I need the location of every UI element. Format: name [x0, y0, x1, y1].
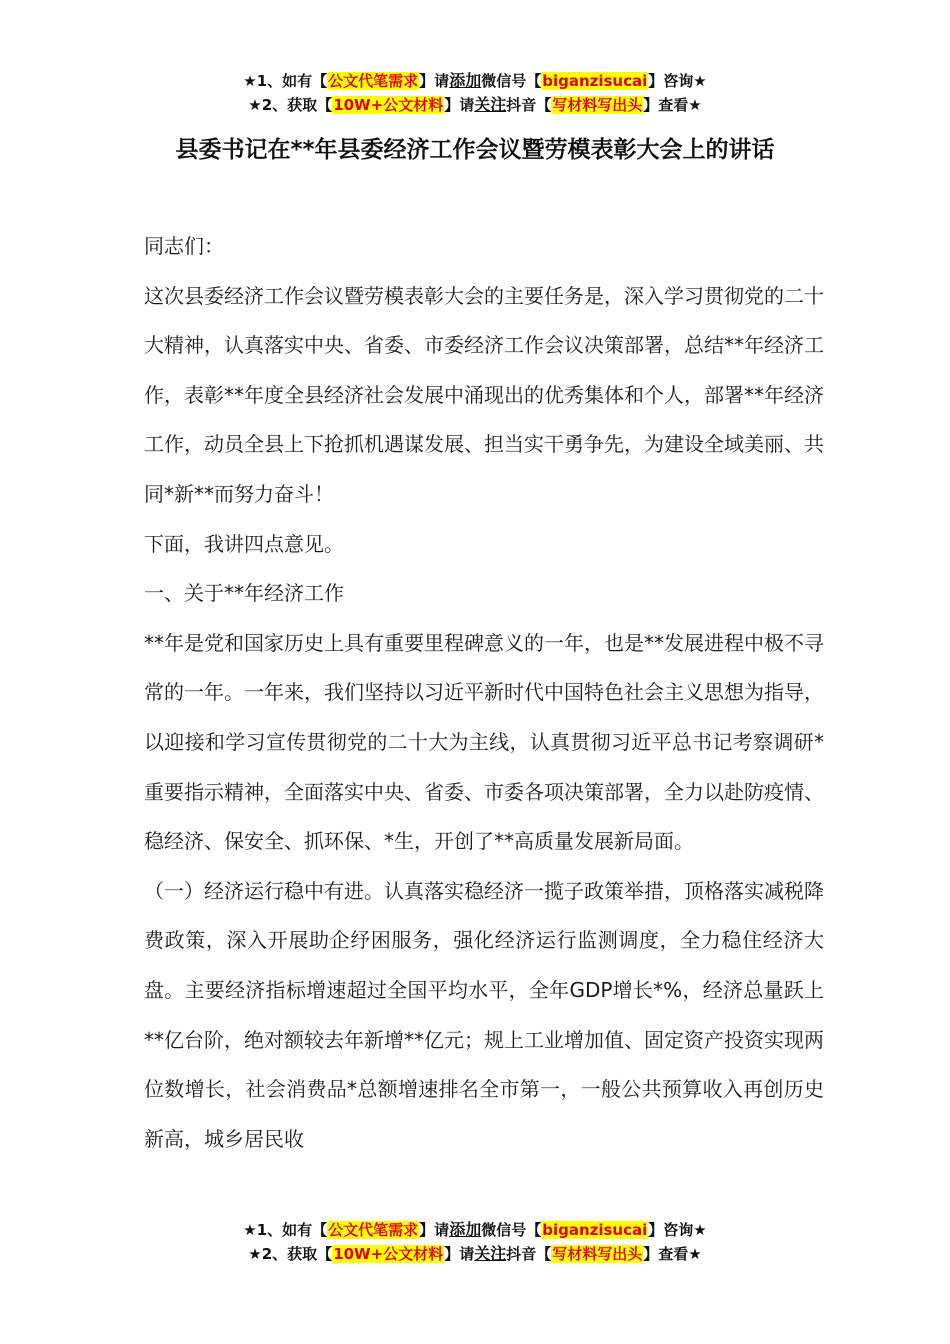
body-paragraph: **年是党和国家历史上具有重要里程碑意义的一年，也是**发展进程中极不寻常的一年。一年来，我们坚持以习近平新时代中国特色社会主义思想为指导，以迎接和学习宣传贯彻党的二十大为主线，认真贯彻习近平总书记考察调研*重要指示精神，全面落实中央、省委、市委各项决策部署，全力以赴防疫情、稳经济、保安全、抓环保、*生，开创了**高质量发展新局面。	[144, 630, 824, 854]
notice-2-suffix: 】查看★	[643, 1245, 702, 1263]
salutation: 同志们：	[144, 234, 224, 258]
notice-2-mid: 】请	[444, 96, 475, 114]
notice-2-highlight-douyin: 写材料写出头	[552, 1245, 643, 1263]
notice-1-suffix: 】咨询★	[648, 1221, 707, 1239]
notice-1-highlight-service: 公文代笔需求	[328, 72, 419, 90]
document-title: 县委书记在**年县委经济工作会议暨劳模表彰大会上的讲话	[175, 137, 775, 163]
notice-2-highlight-materials: 10W+公文材料	[333, 96, 444, 114]
notice-1-prefix: ★1、如有【	[243, 72, 328, 90]
notice-1-emphasis: 添加	[449, 71, 482, 90]
header-notice	[0, 69, 950, 117]
notice-2-suffix: 】查看★	[643, 96, 702, 114]
section-heading: 一、关于**年经济工作	[144, 581, 344, 606]
notice-1-highlight-wechat: biganzisucai	[542, 72, 648, 90]
notice-2-mid2: 抖音【	[506, 1245, 552, 1263]
notice-1-highlight-service: 公文代笔需求	[328, 1221, 419, 1239]
notice-1-suffix: 】咨询★	[648, 72, 707, 90]
body-paragraph: 下面，我讲四点意见。	[144, 531, 344, 556]
notice-1-mid2: 微信号【	[481, 1221, 542, 1239]
notice-2-emphasis: 关注	[474, 1244, 507, 1263]
notice-1-mid: 】请	[419, 1221, 450, 1239]
notice-2-prefix: ★2、获取【	[248, 1245, 333, 1263]
notice-2-prefix: ★2、获取【	[248, 96, 333, 114]
notice-1-mid: 】请	[419, 72, 450, 90]
body-paragraph: 这次县委经济工作会议暨劳模表彰大会的主要任务是，深入学习贯彻党的二十大精神，认真落实中央、省委、市委经济工作会议决策部署，总结**年经济工作，表彰**年度全县经济社会发展中涌现出的优秀集体和个人，部署**年经济工作，动员全县上下抢抓机遇谋发展、担当实干勇争先，为建设全域美丽、共同*新**而努力奋斗！	[144, 283, 824, 506]
notice-line-1	[0, 69, 950, 93]
notice-2-highlight-douyin: 写材料写出头	[552, 96, 643, 114]
body-paragraph: （一）经济运行稳中有进。认真落实稳经济一揽子政策举措，顶格落实减税降费政策，深入开展助企纾困服务，强化经济运行监测调度，全力稳住经济大盘。主要经济指标增速超过全国平均水平，全年GDP增长*%，经济总量跃上**亿台阶，绝对额较去年新增**亿元；规上工业增加值、固定资产投资实现两位数增长，社会消费品*总额增速排名全市第一，一般公共预算收入再创历史新高，城乡居民收	[144, 878, 824, 1151]
footer-notice	[0, 1218, 950, 1266]
notice-1-mid2: 微信号【	[481, 72, 542, 90]
notice-line-2	[0, 1242, 950, 1266]
notice-2-highlight-materials: 10W+公文材料	[333, 1245, 444, 1263]
notice-1-prefix: ★1、如有【	[243, 1221, 328, 1239]
notice-2-mid: 】请	[444, 1245, 475, 1263]
document-body	[144, 222, 824, 1164]
notice-line-1	[0, 1218, 950, 1242]
notice-1-highlight-wechat: biganzisucai	[542, 1221, 648, 1239]
notice-2-mid2: 抖音【	[506, 96, 552, 114]
notice-1-emphasis: 添加	[449, 1220, 482, 1239]
notice-2-emphasis: 关注	[474, 95, 507, 114]
notice-line-2	[0, 93, 950, 117]
